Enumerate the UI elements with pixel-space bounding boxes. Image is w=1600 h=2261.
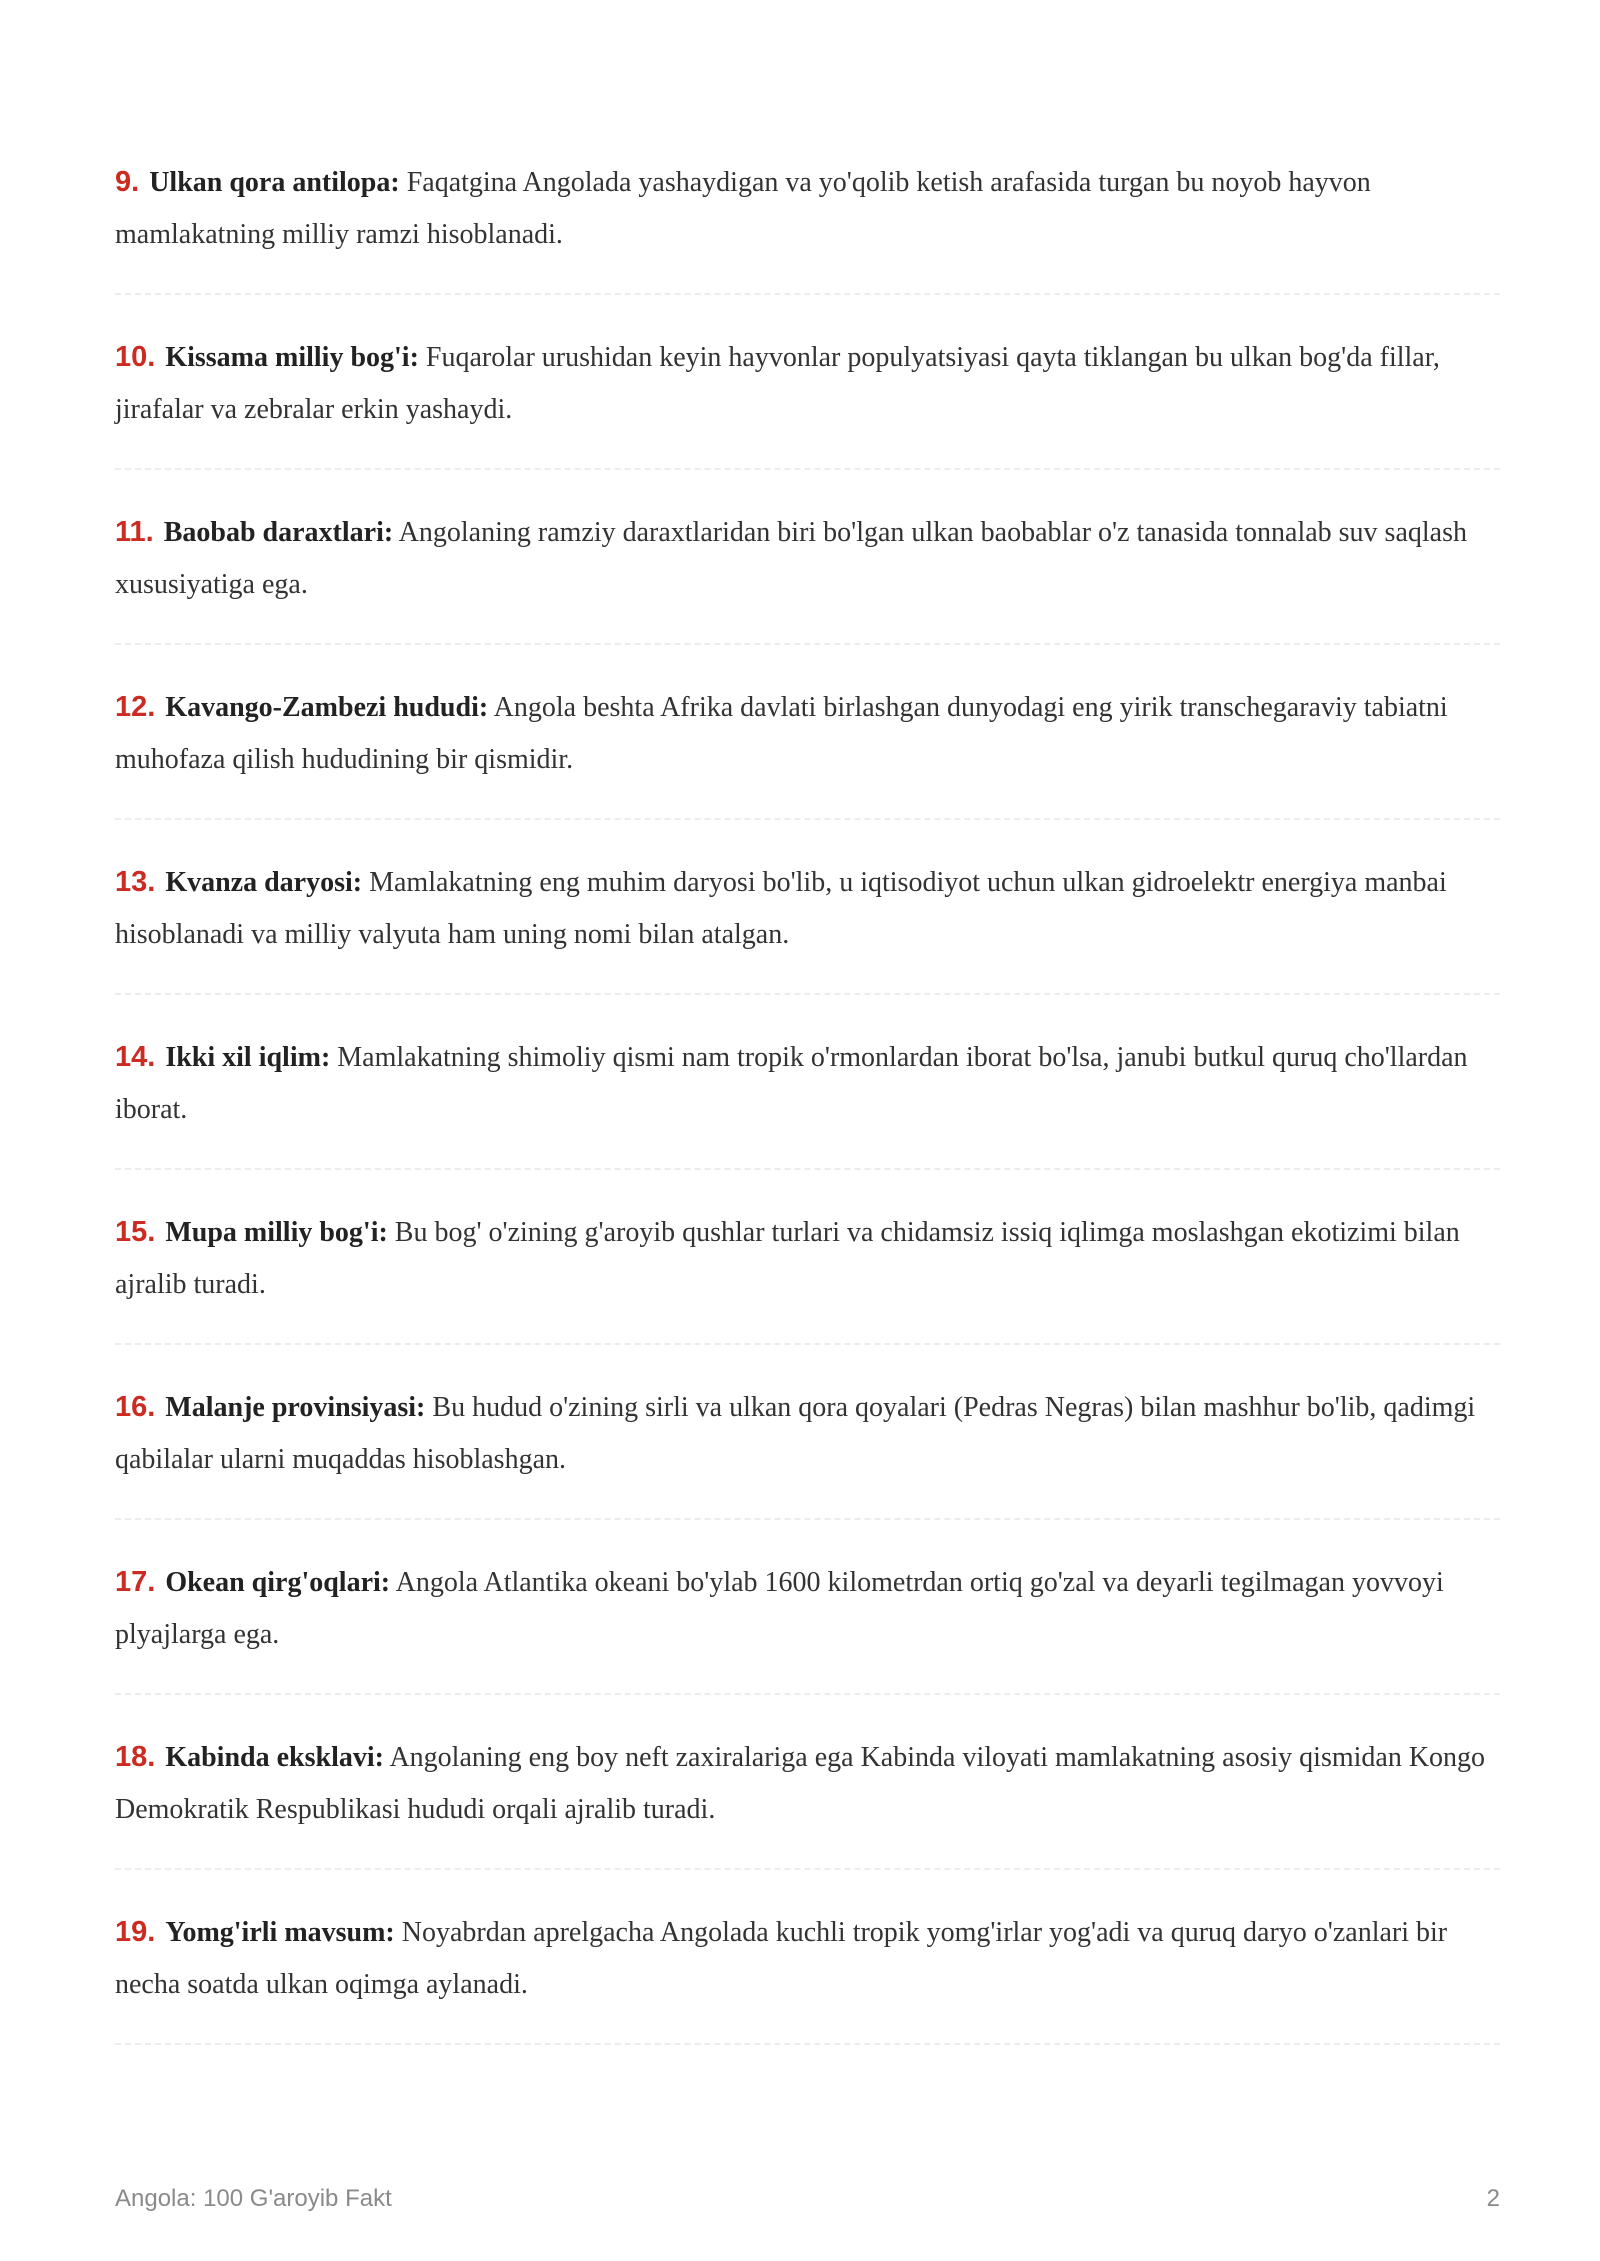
fact-number: 9. <box>115 166 140 198</box>
fact-number: 13. <box>115 866 156 898</box>
fact-term: Mupa milliy bog'i: <box>165 1217 388 1248</box>
fact-term: Malanje provinsiyasi: <box>165 1392 426 1423</box>
fact-item <box>115 1365 1500 1520</box>
fact-term: Ikki xil iqlim: <box>165 1042 331 1073</box>
fact-term: Okean qirg'oqlari: <box>165 1567 391 1598</box>
fact-number: 10. <box>115 341 156 373</box>
fact-text: Mamlakatning eng muhim daryosi bo'lib, u iqtisodiyot uchun ulkan gidroelektr energiya manbai hisoblanadi va milliy valyuta ham uning nomi bilan atalgan. <box>115 867 1447 950</box>
fact-number: 18. <box>115 1741 156 1773</box>
fact-term: Kissama milliy bog'i: <box>165 342 419 373</box>
fact-list <box>115 140 1500 2065</box>
fact-text: Bu bog' o'zining g'aroyib qushlar turlari va chidamsiz issiq iqlimga moslashgan ekotizimi bilan ajralib turadi. <box>115 1217 1460 1300</box>
fact-item <box>115 1540 1500 1695</box>
fact-number: 19. <box>115 1916 156 1948</box>
fact-text: Angola beshta Afrika davlati birlashgan dunyodagi eng yirik transchegaraviy tabiatni muhofaza qilish hududining bir qismidir. <box>115 692 1448 775</box>
fact-item <box>115 665 1500 820</box>
fact-text: Mamlakatning shimoliy qismi nam tropik o'rmonlardan iborat bo'lsa, janubi butkul quruq cho'llardan iborat. <box>115 1042 1468 1125</box>
fact-item <box>115 140 1500 295</box>
fact-text: Noyabrdan aprelgacha Angolada kuchli tropik yomg'irlar yog'adi va quruq daryo o'zanlari bir necha soatda ulkan oqimga aylanadi. <box>115 1917 1448 2000</box>
fact-number: 12. <box>115 691 156 723</box>
footer-document-title: Angola: 100 G'aroyib Fakt <box>115 2185 392 2212</box>
fact-item <box>115 1890 1500 2045</box>
fact-term: Kvanza daryosi: <box>165 867 363 898</box>
fact-item <box>115 1190 1500 1345</box>
fact-item <box>115 840 1500 995</box>
fact-text: Angola Atlantika okeani bo'ylab 1600 kilometrdan ortiq go'zal va deyarli tegilmagan yovvoyi plyajlarga ega. <box>115 1567 1444 1650</box>
fact-term: Yomg'irli mavsum: <box>165 1917 395 1948</box>
fact-number: 16. <box>115 1391 156 1423</box>
fact-item <box>115 490 1500 645</box>
fact-term: Kabinda eksklavi: <box>165 1742 384 1773</box>
fact-text: Angolaning ramziy daraxtlaridan biri bo'lgan ulkan baobablar o'z tanasida tonnalab suv saqlash xususiyatiga ega. <box>115 517 1467 600</box>
fact-item <box>115 315 1500 470</box>
fact-term: Baobab daraxtlari: <box>163 517 394 548</box>
fact-number: 11. <box>115 516 154 548</box>
fact-number: 14. <box>115 1041 156 1073</box>
fact-item <box>115 1715 1500 1870</box>
footer-page-number: 2 <box>1486 2185 1500 2212</box>
fact-term: Kavango-Zambezi hududi: <box>165 692 489 723</box>
fact-text: Angolaning eng boy neft zaxiralariga ega Kabinda viloyati mamlakatning asosiy qismidan Kongo Demokratik Respublikasi hududi orqali ajralib turadi. <box>115 1742 1486 1825</box>
fact-text: Bu hudud o'zining sirli va ulkan qora qoyalari (Pedras Negras) bilan mashhur bo'lib, qadimgi qabilalar ularni muqaddas hisoblashgan. <box>115 1392 1476 1475</box>
fact-number: 15. <box>115 1216 156 1248</box>
fact-text: Fuqarolar urushidan keyin hayvonlar populyatsiyasi qayta tiklangan bu ulkan bog'da fillar, jirafalar va zebralar erkin yashaydi. <box>115 342 1440 425</box>
fact-term: Ulkan qora antilopa: <box>149 167 400 198</box>
fact-item <box>115 1015 1500 1170</box>
fact-number: 17. <box>115 1566 156 1598</box>
fact-text: Faqatgina Angolada yashaydigan va yo'qolib ketish arafasida turgan bu noyob hayvon mamlakatning milliy ramzi hisoblanadi. <box>115 167 1371 250</box>
